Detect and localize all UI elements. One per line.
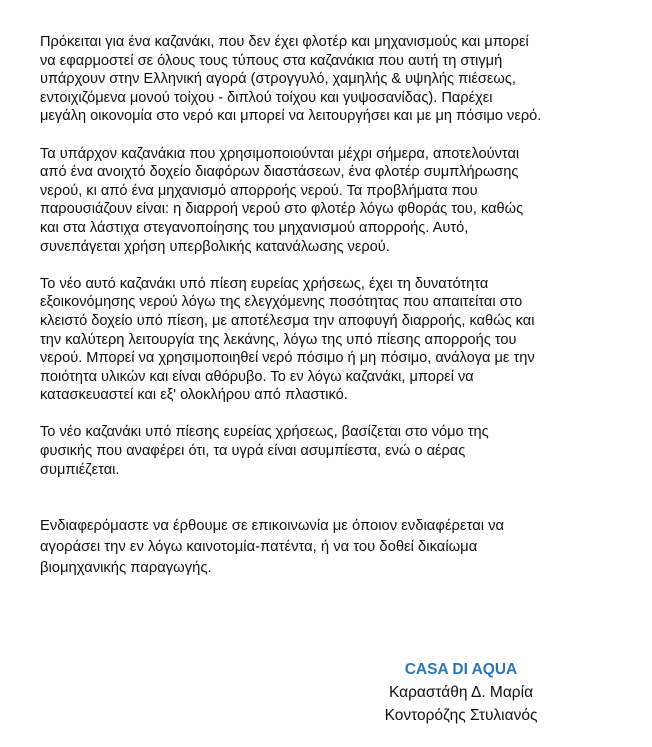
text-line: βιομηχανικής παραγωγής. <box>40 560 212 577</box>
text-line: να εφαρμοστεί σε όλους τους τύπους στα καζανάκια που αυτή τη στιγμή <box>40 52 503 69</box>
signatory-name: Καραστάθη Δ. Μαρία <box>388 684 534 701</box>
text-line: Τα υπάρχον καζανάκια που χρησιμοποιούνται μέχρι σήμερα, αποτελούνται <box>40 145 520 162</box>
paragraph-contact-request <box>40 516 615 579</box>
text-line: συνεπάγεται χρήση υπερβολικής κατανάλωσης νερού. <box>40 238 390 255</box>
company-name: CASA DI AQUA <box>404 661 518 678</box>
text-line: εξοικονόμησης νερού λόγω της ελεγχόμενης ποσότητας που απαιτείται στο <box>40 294 523 311</box>
text-line: Το νέο καζανάκι υπό πίεσης ευρείας χρήσεως, βασίζεται στο νόμο της <box>40 424 489 441</box>
document-body <box>40 33 615 598</box>
text-line: κατασκευαστεί και εξ' ολοκλήρου από πλαστικό. <box>40 387 348 404</box>
paragraph-current-problems <box>40 145 615 257</box>
text-line: και στα λάστιχα στεγανοποίησης του μηχανισμού απορροής. Αυτό, <box>40 219 469 236</box>
text-line: μεγάλη οικονομία στο νερό και μπορεί να λειτουργήσει και με μη πόσιμο νερό. <box>40 108 542 125</box>
text-line: ποιότητα υλικών και είναι αθόρυβο. Το εν λόγω καζανάκι, μπορεί να <box>40 368 474 385</box>
text-line: αγοράσει την εν λόγω καινοτομία-πατέντα, ή να του δοθεί δικαίωμα <box>40 539 478 556</box>
text-line: εντοιχιζόμενα μονού τοίχου - διπλού τοίχου και γυψοσανίδας). Παρέχει <box>40 89 493 106</box>
text-line: παρουσιάζουν είναι: η διαρροή νερού στο φλοτέρ λόγω φθοράς του, καθώς <box>40 201 524 218</box>
signatory-name: Κοντορόζης Στυλιανός <box>384 707 538 724</box>
paragraph-physics-principle <box>40 423 615 479</box>
signature-block <box>330 658 592 727</box>
paragraph-new-device <box>40 275 615 405</box>
text-line: Το νέο αυτό καζανάκι υπό πίεση ευρείας χρήσεως, έχει τη δυνατότητα <box>40 275 489 292</box>
text-line: Πρόκειται για ένα καζανάκι, που δεν έχει φλοτέρ και μηχανισμούς και μπορεί <box>40 34 529 50</box>
text-line: από ένα ανοιχτό δοχείο διαφόρων διαστάσεων, ένα φλοτέρ συμπλήρωσης <box>40 164 519 181</box>
text-line: την καλύτερη λειτουργία της λεκάνης, λόγω της υπό πίεσης απορροής του <box>40 331 517 348</box>
text-line: νερού, κι από ένα μηχανισμό απορροής νερού. Τα προβλήματα που <box>40 182 478 199</box>
text-line: συμπιέζεται. <box>40 461 120 478</box>
text-line: Ενδιαφερόμαστε να έρθουμε σε επικοινωνία με όποιον ενδιαφέρεται να <box>40 518 505 535</box>
text-line: νερού. Μπορεί να χρησιμοποιηθεί νερό πόσιμο ή μη πόσιμο, ανάλογα με την <box>40 350 535 367</box>
paragraph-description <box>40 33 615 126</box>
text-line: υπάρχουν στην Ελληνική αγορά (στρογγυλό, χαμηλής & υψηλής πιέσεως, <box>40 71 516 88</box>
text-line: κλειστό δοχείο υπό πίεση, με αποτέλεσμα την αποφυγή διαρροής, καθώς και <box>40 312 535 329</box>
text-line: φυσικής που αναφέρει ότι, τα υγρά είναι ασυμπίεστα, ενώ ο αέρας <box>40 443 466 460</box>
